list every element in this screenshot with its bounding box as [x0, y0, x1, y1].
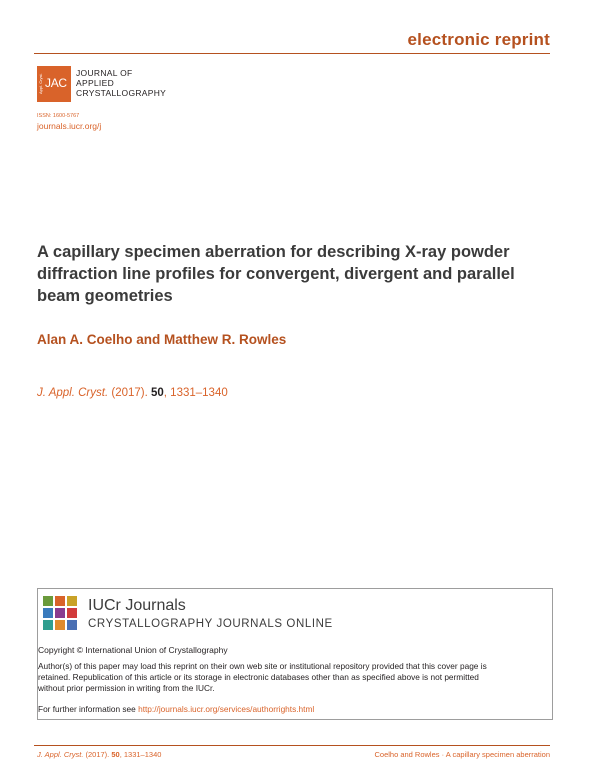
iucr-logo-square	[67, 608, 77, 618]
iucr-journals-title: IUCr Journals	[88, 597, 186, 614]
iucr-logo-grid	[43, 596, 77, 630]
footer-citation	[37, 750, 161, 759]
citation-volume: 50	[151, 387, 164, 399]
article-title: A capillary specimen aberration for describing X-ray powder diffraction line profiles for convergent, divergent and parallel beam geometries	[37, 243, 515, 305]
footer-year: (2017).	[85, 750, 110, 759]
footer-journal: J. Appl. Cryst.	[37, 750, 84, 759]
iucr-logo-square	[67, 620, 77, 630]
footer-running-title: Coelho and Rowles · A capillary specimen aberration	[374, 750, 550, 759]
further-info	[38, 704, 314, 714]
footer-divider	[34, 745, 550, 746]
header-divider	[34, 53, 550, 54]
journal-name	[76, 68, 166, 98]
iucr-logo-square	[43, 608, 53, 618]
article-authors: Alan A. Coelho and Matthew R. Rowles	[37, 332, 287, 347]
journal-name-line: APPLIED	[76, 78, 115, 88]
citation-year: (2017).	[111, 387, 148, 399]
journal-logo	[37, 66, 71, 102]
iucr-journals-subtitle: CRYSTALLOGRAPHY JOURNALS ONLINE	[88, 618, 333, 630]
rights-statement: Author(s) of this paper may load this reprint on their own web site or institutional repository provided that this cover page is retained. Republication of this article or its storage in electronic databases other than as specified above is not permitted without prior permission in writing from the IUCr.	[38, 661, 487, 693]
further-info-prefix: For further information see	[38, 704, 139, 714]
iucr-info-box	[37, 588, 553, 720]
copyright-notice: Copyright © International Union of Crystallography	[38, 645, 228, 655]
logo-side-text: Appl. Cryst.	[38, 73, 43, 95]
author-rights-link[interactable]: http://journals.iucr.org/services/authorrights.html	[138, 704, 315, 714]
citation-pages: , 1331–1340	[163, 387, 228, 399]
iucr-logo-square	[55, 608, 65, 618]
journal-name-line: JOURNAL OF	[76, 68, 133, 78]
journal-name-line: CRYSTALLOGRAPHY	[76, 88, 167, 98]
iucr-logo-square	[43, 596, 53, 606]
journal-url-link[interactable]: journals.iucr.org/j	[37, 121, 102, 131]
iucr-logo-square	[67, 596, 77, 606]
citation[interactable]	[37, 387, 228, 399]
citation-journal: J. Appl. Cryst.	[37, 387, 109, 399]
iucr-logo-square	[55, 620, 65, 630]
footer-pages: , 1331–1340	[119, 750, 162, 759]
issn: ISSN: 1600-5767	[37, 113, 80, 119]
logo-abbreviation: JAC	[45, 76, 67, 90]
iucr-logo-square	[55, 596, 65, 606]
footer-volume: 50	[111, 750, 120, 759]
electronic-reprint-label: electronic reprint	[407, 30, 550, 49]
iucr-logo-square	[43, 620, 53, 630]
